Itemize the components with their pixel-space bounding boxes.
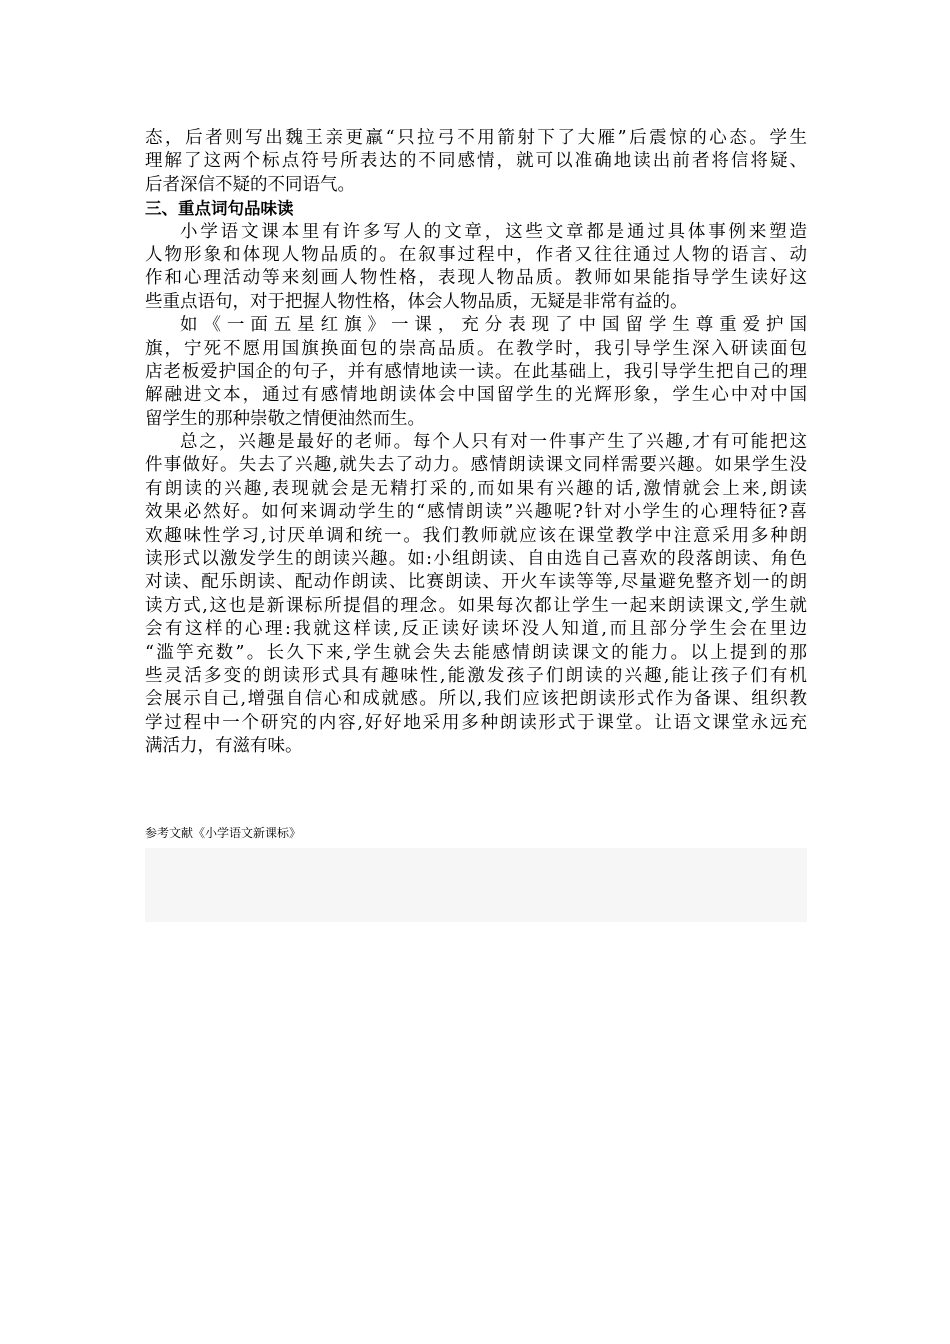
shaded-area: [145, 848, 807, 922]
text-line: 理解了这两个标点符号所表达的不同感情，就可以准确地读出前者将信将疑、: [145, 151, 807, 172]
text-line: 效果必然好。如何来调动学生的“感情朗读”兴趣呢?针对小学生的心理特征?喜: [145, 502, 807, 523]
text-line: 读方式,这也是新课标所提倡的理念。如果每次都让学生一起来朗读课文,学生就: [145, 595, 807, 616]
text-line: 学过程中一个研究的内容,好好地采用多种朗读形式于课堂。让语文课堂永远充: [145, 712, 807, 733]
section-heading: 三、重点词句品味读: [145, 199, 294, 219]
text-line: 人物形象和体现人物品质的。在叙事过程中，作者又往往通过人物的语言、动: [145, 244, 807, 265]
text-line: 些灵活多变的朗读形式具有趣味性,能激发孩子们朗读的兴趣,能让孩子们有机: [145, 665, 807, 686]
text-line: 会展示自己,增强自信心和成就感。所以,我们应该把朗读形式作为备课、组织教: [145, 689, 807, 710]
text-line: 店老板爱护国企的句子，并有感情地读一读。在此基础上，我引导学生把自己的理: [145, 361, 807, 382]
text-line: 态，后者则写出魏王亲更羸“只拉弓不用箭射下了大雁”后震惊的心态。学生: [145, 128, 807, 148]
text-line: “滥竽充数”。长久下来,学生就会失去能感情朗读课文的能力。以上提到的那: [145, 642, 807, 663]
text-line: 作和心理活动等来刻画人物性格，表现人物品质。教师如果能指导学生读好这: [145, 268, 807, 289]
text-line: 总之，兴趣是最好的老师。每个人只有对一件事产生了兴趣,才有可能把这: [180, 432, 807, 453]
text-line: 对读、配乐朗读、配动作朗读、比赛朗读、开火车读等等,尽量避免整齐划一的朗: [145, 572, 807, 593]
text-line: 会有这样的心理:我就这样读,反正读好读坏没人知道,而且部分学生会在里边: [145, 619, 807, 640]
text-line: 如《一面五星红旗》一课，充分表现了中国留学生尊重爱护国: [180, 315, 807, 336]
text-line: 解融进文本，通过有感情地朗读体会中国留学生的光辉形象，学生心中对中国: [145, 385, 807, 406]
text-line: 读形式以激发学生的朗读兴趣。如:小组朗读、自由选自己喜欢的段落朗读、角色: [145, 549, 807, 570]
reference-note: 参考文献《小学语文新课标》: [145, 826, 302, 840]
paragraph: [145, 314, 807, 431]
paragraph: [145, 431, 807, 758]
text-line: 后者深信不疑的不同语气。: [145, 174, 355, 195]
text-line: 满活力，有滋有味。: [145, 736, 303, 757]
text-line: 欢趣味性学习,讨厌单调和统一。我们教师就应该在课堂教学中注意采用多种朗: [145, 525, 807, 546]
text-line: 些重点语句，对于把握人物性格，体会人物品质，无疑是非常有益的。: [145, 291, 688, 312]
text-line: 留学生的那种崇敬之情便油然而生。: [145, 408, 425, 429]
text-line: 旗，宁死不愿用国旗换面包的崇高品质。在教学时，我引导学生深入研读面包: [145, 338, 807, 359]
paragraph: [145, 221, 807, 315]
document-body: [145, 127, 807, 759]
paragraph-continuation: [145, 127, 807, 197]
text-line: 件事做好。失去了兴趣,就失去了动力。感情朗读课文同样需要兴趣。如果学生没: [145, 455, 807, 476]
text-line: 有朗读的兴趣,表现就会是无精打采的,而如果有兴趣的话,激情就会上来,朗读: [145, 478, 807, 499]
text-line: 小学语文课本里有许多写人的文章，这些文章都是通过具体事例来塑造: [180, 221, 807, 242]
